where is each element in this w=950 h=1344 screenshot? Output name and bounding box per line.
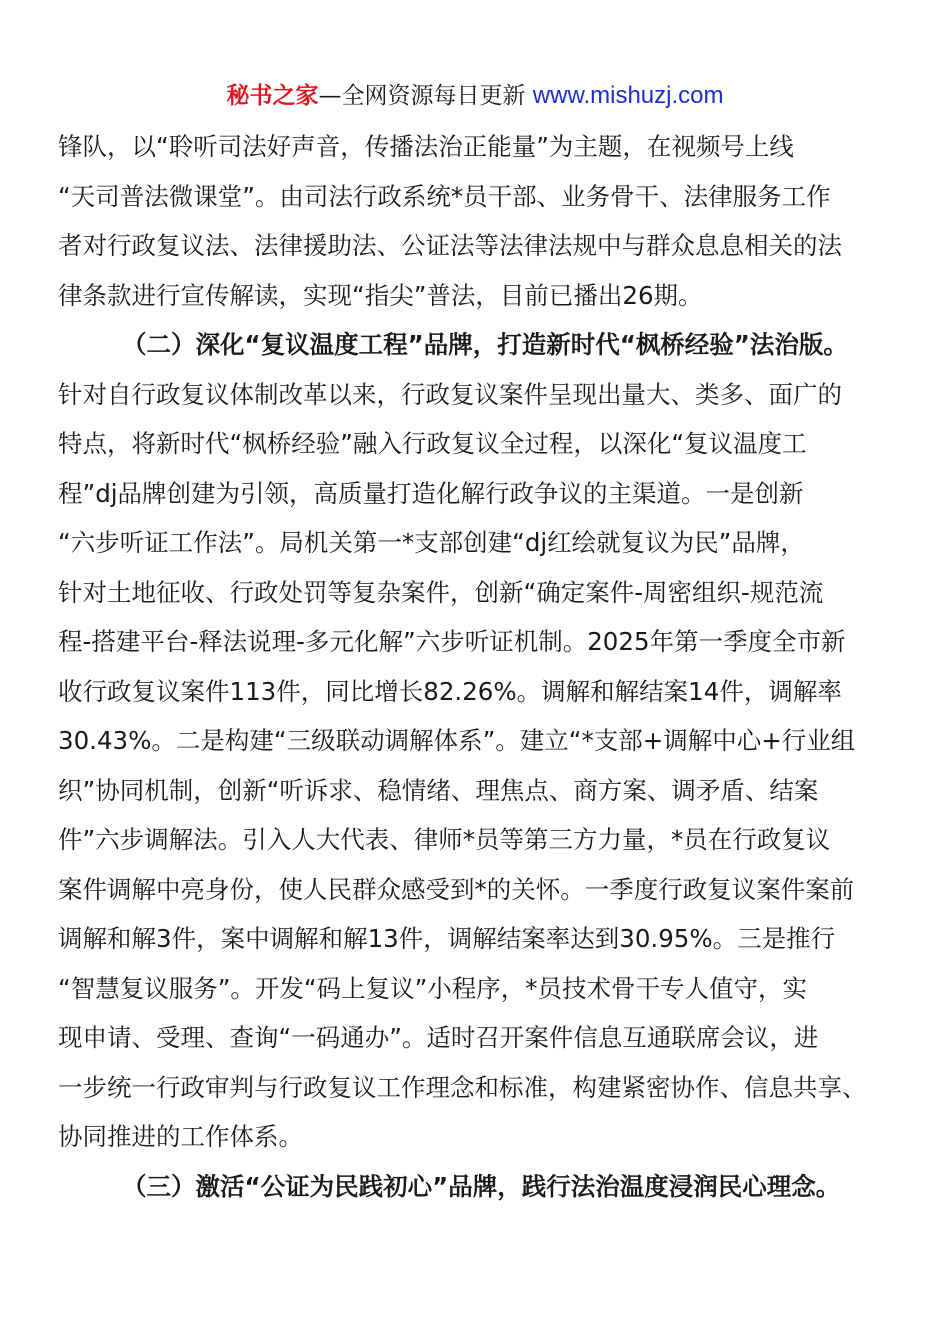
body-line: 针对自行政复议体制改革以来，行政复议案件呈现出量大、类多、面广的	[58, 379, 842, 409]
section-heading-2: （二）深化“复议温度工程”品牌，打造新时代“枫桥经验”法治版。	[122, 330, 848, 359]
brand-name: 秘书之家	[226, 83, 319, 109]
body-line: 收行政复议案件113件，同比增长82.26%。调解和解结案14件，调解率	[58, 676, 842, 706]
body-line: “智慧复议服务”。开发“码上复议”小程序，*员技术骨干专人值守，实	[58, 973, 808, 1003]
body-line: 现申请、受理、查询“一码通办”。适时召开案件信息互通联席会议，进	[58, 1023, 819, 1052]
body-line: 程-搭建平台-释法说理-多元化解”六步听证机制。2025年第一季度全市新	[58, 627, 846, 656]
body-line: “六步听证工作法”。局机关第一*支部创建“dj红绘就复议为民”品牌，	[58, 528, 805, 557]
website-url: www.mishuzj.com	[532, 82, 724, 109]
body-line: 案件调解中亮身份，使人民群众感受到*的关怀。一季度行政复议案件案前	[58, 874, 855, 904]
body-line: “天司普法微课堂”。由司法行政系统*员干部、业务骨干、法律服务工作	[58, 181, 831, 211]
body-line: 针对土地征收、行政处罚等复杂案件，创新“确定案件-周密组织-规范流	[58, 577, 824, 607]
body-line: 律条款进行宣传解读，实现“指尖”普法，目前已播出26期。	[58, 280, 703, 310]
body-line: 调解和解3件，案中调解和解13件，调解结案率达到30.95%。三是推行	[58, 924, 836, 953]
body-line: 者对行政复议法、法律援助法、公证法等法律法规中与群众息息相关的法	[58, 231, 842, 260]
header-tagline: —全网资源每日更新	[318, 83, 533, 109]
page-header	[0, 80, 950, 112]
body-line: 程”dj品牌创建为引领，高质量打造化解行政争议的主渠道。一是创新	[58, 478, 804, 508]
section-heading-3: （三）激活“公证为民践初心”品牌，践行法治温度浸润民心理念。	[122, 1171, 841, 1201]
body-line: 特点，将新时代“枫桥经验”融入行政复议全过程，以深化“复议温度工	[58, 429, 807, 458]
body-line: 30.43%。二是构建“三级联动调解体系”。建立“*支部+调解中心+行业组	[58, 726, 856, 755]
body-line: 件”六步调解法。引入人大代表、律师*员等第三方力量，*员在行政复议	[58, 825, 831, 854]
body-line: 锋队，以“聆听司法好声音，传播法治正能量”为主题，在视频号上线	[58, 132, 794, 161]
document-body	[58, 122, 894, 1211]
body-line: 一步统一行政审判与行政复议工作理念和标准，构建紧密协作、信息共享、	[58, 1072, 867, 1102]
body-line: 协同推进的工作体系。	[58, 1122, 303, 1151]
body-line: 织”协同机制，创新“听诉求、稳情绪、理焦点、商方案、调矛盾、结案	[58, 775, 819, 805]
